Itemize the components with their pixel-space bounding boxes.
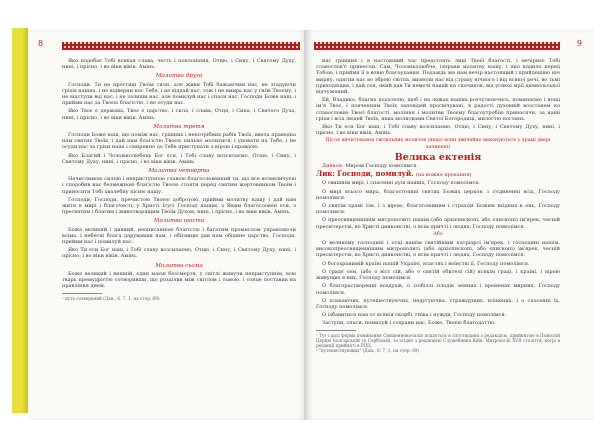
footnote: ² "путешествующих" (Дан., 6. 7, 1, на стор. 69) (316, 348, 420, 354)
rubric-or: Або (433, 231, 443, 237)
ornament-border (62, 42, 300, 50)
petition: Заступи, спаси, помилуй і сохрани нас, Боже, Твоєю благодаттю. (322, 320, 496, 327)
petition: О богохранимій країні нашій Україні, властях і воїнстві її, Господу помолімся. (322, 260, 530, 267)
deacon-opening: Миром Господу помолімся. (345, 163, 418, 170)
page-number: 8 (38, 39, 44, 48)
choir-response-note: (на кожне прохання) (415, 172, 472, 179)
page-number: 9 (576, 39, 582, 48)
ornament-border (314, 42, 560, 50)
paragraph: Господи, Ти не простиш Твоїм сили, але живи Тобі бажаючим нас, не згадуючи гріхів наших, і не відверни нас Тебе, і не віддай нас, тож і не вмирь нас у гніві Твоєму, і не відступи від нас, і не залиши нас, але помилуй нас і спаси нас, Господи Боже наш, і прийми нас за Твоєю благістю, і не осуди нас. (62, 81, 296, 107)
footnote-divider (62, 293, 102, 294)
right-page-text (316, 58, 560, 410)
rubric-note: Після вичитування світильних молитов (якщо вони звичайно виконуються у храмі двері зачинені) (325, 138, 551, 150)
footnote-divider (316, 330, 356, 331)
paragraph: Боже великий і вишній, єдин маєш безсмертя, у світлі живучи неприступнім, всю тварь премудрістю сотворивши, що розділив між світлом і тьмою, і сонце поставив на правління днем. (62, 270, 296, 290)
paragraph: Боже великий і дивний, неописанною благістю і багатим промислом управляючи всіма, і небесні блага дарувавши нам, і обітницю дав нам обіцяне царство, Господи, прийми нас і помилуй нас. (62, 226, 296, 246)
choir-label: Лик: (316, 169, 336, 179)
prayer-heading: Молитва четверта (148, 168, 210, 175)
footnote: ¹ путь сотворений (Дан., 6. 7, 1, на стор. 69) (62, 295, 160, 301)
paragraph: Яко Твоє є держава, Твоє є царство, і сила, і слава, Отця, і Сина, і Святого Духа, нині, і прісно, і во віки віків. Амінь. (62, 108, 296, 121)
paragraph: Яко Благий і Чоловіколюбець Бог єси, і Тобі славу возсилаємо, Отцю, і Сину, і Святому Духу, нині, і прісно, і во віки віків. Амінь. (62, 152, 296, 165)
book-edge-yellow (12, 28, 28, 413)
petition: О святім храмі сім, і з вірою, благоговінням і страхом Божим вхідних в онь, Господу помолімся. (316, 203, 560, 216)
petition: О свишнім мирі, і спасенні душ наших, Господу помолімся. (322, 180, 480, 187)
petition: О великому господині і отці нашім святійшим патріарсі ім'ярек, і господині нашім, високопреосвященнішим митрополиті (або архієпископі, або єпископі) ім'ярек, чесній пресвітерстві, во Христі дияконстві, о всім причті і людях, Господу помолімся. (316, 240, 560, 259)
paragraph: Нечислимою силою і неприступною славою благословенний ти, що все возвеличуєш і сподобив нас безмежною благістю Твоєю стояти перед святим жертовником Твоїм і приносити Тобі хвалебну пісню нашу. (62, 176, 296, 195)
prayer-heading: Молитва третя (153, 123, 205, 130)
paragraph: Господи, Господи, пречистою Твоєю добротою, прийми молитву нашу і дай нам жити в мирі і благочесті, у Христі Ісусі Господі нашім, з Яким благословен єси, з пресвятим і благим і животворящим Твоїм Духом, нині, і прісно, і во віки віків. Амінь. (62, 196, 296, 216)
petition: О градє сем, (або о віст сій, або о святій обителі сій) всякім граді, і країні, і вірою живущих в них, Господу помолімся. (316, 268, 560, 282)
paragraph: Ей, Владико, благих подателю, щоб і на ложах наших розчулюючись, поминаємо і нощі ім'я Твоє, і повченням Твоїх заповідей просвічувані, в радості духовній возстанем ко славословію Твоєї благості, моління і молитви Твоєму благоутробію приносячи, за наші гріхи і всіх людей Твоїх, яких молитвами Святої Богородиці, милостю поглянь. (316, 97, 560, 122)
right-page (304, 30, 594, 420)
footnote: ¹ Тут і далі форма поминання Священноначалія подається в спогляданні з редакцією, прийнятою в Помісній Церкві Болгарській та Сербській, та згідно з редакцією Служебника Київ. Митрополії XVII століття, котрі в редакції прийняті в РПЦ. (316, 332, 560, 348)
paragraph: Яко подобає Тобі всякая слава, честь і поклоніння, Отцю, і Сину, і Святому Духу, нині, і прісно, і во віки віків. Амінь. (62, 58, 296, 71)
paragraph: Яко Ти єси Бог наш, і Тобі славу возсилаємо, Отцю, і Сину, і Святому Духу, нині, і прісно, і во віки віків. Амінь. (62, 247, 296, 260)
choir-response: Господи, помилуй. (337, 169, 414, 179)
choir-line (316, 171, 560, 178)
prayer-heading: Молитва шоста (153, 218, 205, 225)
paragraph: Господи Боже наш, що поміж нас, грішних і непотрібних рабів Твоїх, ввела праведна нам святих Твоїх, і дай нам благістю Твоєю пильно молитися, і уповати на Тебе, і не осуди нас за гріхи наші і смиренно до Тебе приступати з вірою і правдою. (62, 132, 296, 151)
prayer-heading: Молитва друга (155, 73, 203, 80)
left-page-text (62, 58, 296, 410)
petition: О плаваючих, путешествуючих, недугуючих, страждущих, плінених, і о спасенні їх, Господу помолімся. (316, 297, 560, 310)
petition: О благорастворенні воздухів, о ізобіллі плодів земних і временах мирних, Господу помолімся. (316, 283, 560, 296)
doxology: Яко Ти єси Бог наш, і Тобі славу возсилаємо, Отцю, і Сину, і Святому Духу, нині, і прісно, і во віки віків. Амінь. (316, 124, 560, 137)
petition: О мирі всього мира, благостоянні святих Божих церков, і з'єдиненні всіх, Господу помолімся. (316, 188, 560, 201)
paragraph: нас грішних і в настоящий час предстоять лиці Твоєї благості, і вечірнєє Тобі славослов'є принесли. Сам, Чоловіколюбче, ізправи молитву нашу, і яко кадило перед Тобою, і прийми її в воню благоухання. Подаждь же нам вечір настоящий і прийдешню ніч мирну, одягни нас во зброю світла, визволи нас від страху нічного і від всякої речі, во тьмі приходящия, і дай сон, який дав Ти немочі нашій на спочинок, від усякої мрії диявольської відчужений. (316, 58, 560, 96)
litany-title: Велика ектенія (394, 151, 482, 163)
deacon-label: Диякон: (322, 163, 344, 170)
petition: О ізбавитися нам от всякія скорбі, гніва і нужди, Господу помолімся. (322, 312, 507, 319)
left-page (28, 30, 308, 420)
petition: О преосвященнішім митрополиті нашім (або архієпископі, або єпископі) ім'ярек, чесній пресвітерстві, во Христі дияконстві, о всім причті і людях, Господу помолімся. (316, 217, 560, 230)
prayer-heading: Молитва сьома (155, 262, 203, 269)
